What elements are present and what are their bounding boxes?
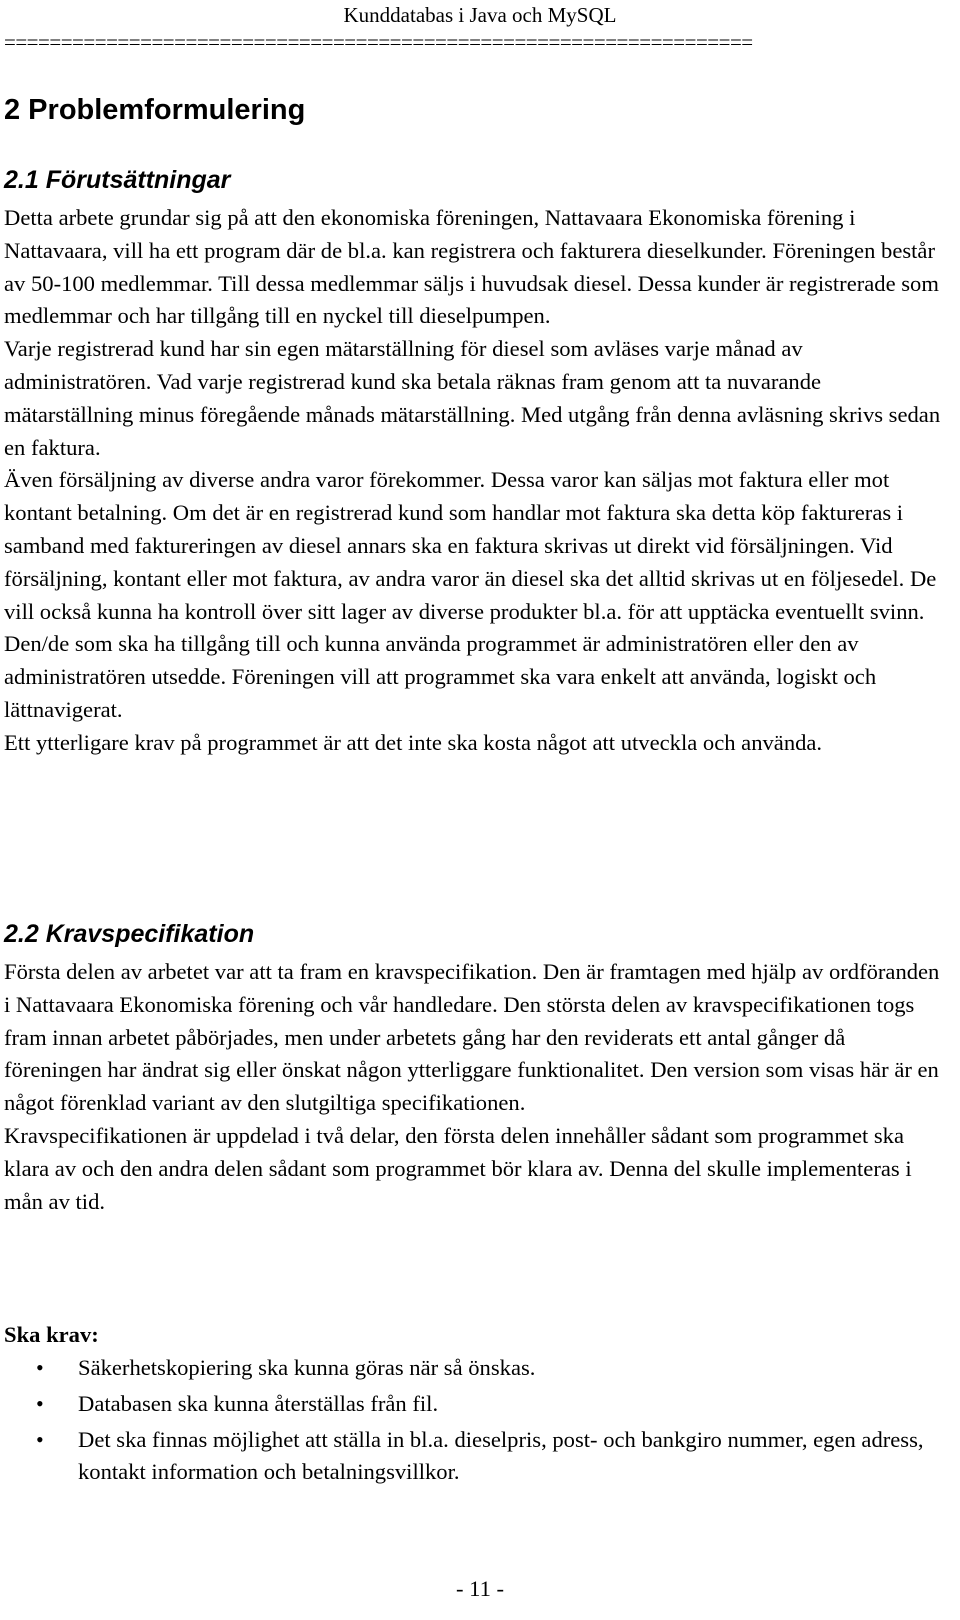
bullet-icon: • [36, 1390, 44, 1416]
paragraph: Ett ytterligare krav på programmet är att det inte ska kosta något att utveckla och använda. [4, 729, 823, 755]
bullet-icon: • [36, 1355, 44, 1380]
must-requirements-label: Ska krav: [4, 1322, 99, 1347]
list-item [0, 1352, 940, 1385]
chapter-title: 2 Problemformulering [4, 94, 306, 126]
section-body-kravspecifikation [4, 956, 944, 1218]
paragraph: Kravspecifikationen är uppdelad i två delar, den första delen innehåller sådant som programmet ska klara av och den andra delen sådant som programmet bör klara av. Denna del skulle implementeras i mån av tid. [4, 1122, 912, 1214]
list-item [0, 1424, 940, 1490]
section-title-kravspecifikation: 2.2 Kravspecifikation [4, 920, 255, 948]
running-header: Kunddatabas i Java och MySQL [343, 3, 617, 27]
paragraph: Varje registrerad kund har sin egen mätarställning för diesel som avläses varje månad av administratören. Vad varje registrerad kund ska betala räknas fram genom att ta nuvarande mätarställning minus föregående månads mätarställning. Med utgång från denna avläsning skrivs sedan en faktura. [4, 336, 941, 460]
paragraph: Första delen av arbetet var att ta fram en kravspecifikation. Den är framtagen med hjälp av ordföranden i Nattavaara Ekonomiska förening och vår handledare. Den största delen av kravspecifikationen togs fram innan arbetet påbörjades, men under arbetets gång har den reviderats ett antal gånger då föreningen har ändrat sig eller önskat någon ytterliggare funktionalitet. Den version som visas här är en något förenklad variant av den slutgiltiga specifikationen. [4, 959, 940, 1116]
bullet-icon: • [36, 1426, 44, 1452]
list-item-text: Det ska finnas möjlighet att ställa in bl.a. dieselpris, post- och bankgiro nummer, egen adress, kontakt information och betalningsvillkor. [78, 1426, 924, 1485]
header-rule: ================================================================== [4, 30, 753, 54]
list-item-text: Databasen ska kunna återställas från fil. [78, 1390, 439, 1416]
list-item-text: Säkerhetskopiering ska kunna göras när så önskas. [78, 1355, 536, 1380]
page-number: - 11 - [455, 1576, 505, 1601]
list-item [0, 1388, 940, 1421]
paragraph: Även försäljning av diverse andra varor förekommer. Dessa varor kan säljas mot faktura eller mot kontant betalning. Om det är en registrerad kund som handlar mot faktura ska detta köp faktureras i samband med faktureringen av diesel annars ska en faktura skrivas ut direkt vid försäljningen. Vid försäljning, kontant eller mot faktura, av andra varor än diesel ska det alltid skrivas ut en följesedel. De vill också kunna ha kontroll över sitt lager av diverse produkter bl.a. för att upptäcka eventuellt svinn. [4, 467, 937, 624]
paragraph: Detta arbete grundar sig på att den ekonomiska föreningen, Nattavaara Ekonomiska förening i Nattavaara, vill ha ett program där de bl.a. kan registrera och fakturera dieselkunder. Föreningen består av 50-100 medlemmar. Till dessa medlemmar säljs i huvudsak diesel. Dessa kunder är registrerade som medlemmar och har tillgång till en nyckel till dieselpumpen. [4, 205, 939, 329]
paragraph: Den/de som ska ha tillgång till och kunna använda programmet är administratören eller den av administratören utsedde. Föreningen vill att programmet ska vara enkelt att använda, logiskt och lättnavigerat. [4, 631, 877, 722]
section-body-forutsattningar [4, 202, 944, 760]
section-title-forutsattningar: 2.1 Förutsättningar [4, 166, 231, 194]
must-requirements-list [0, 1352, 940, 1492]
